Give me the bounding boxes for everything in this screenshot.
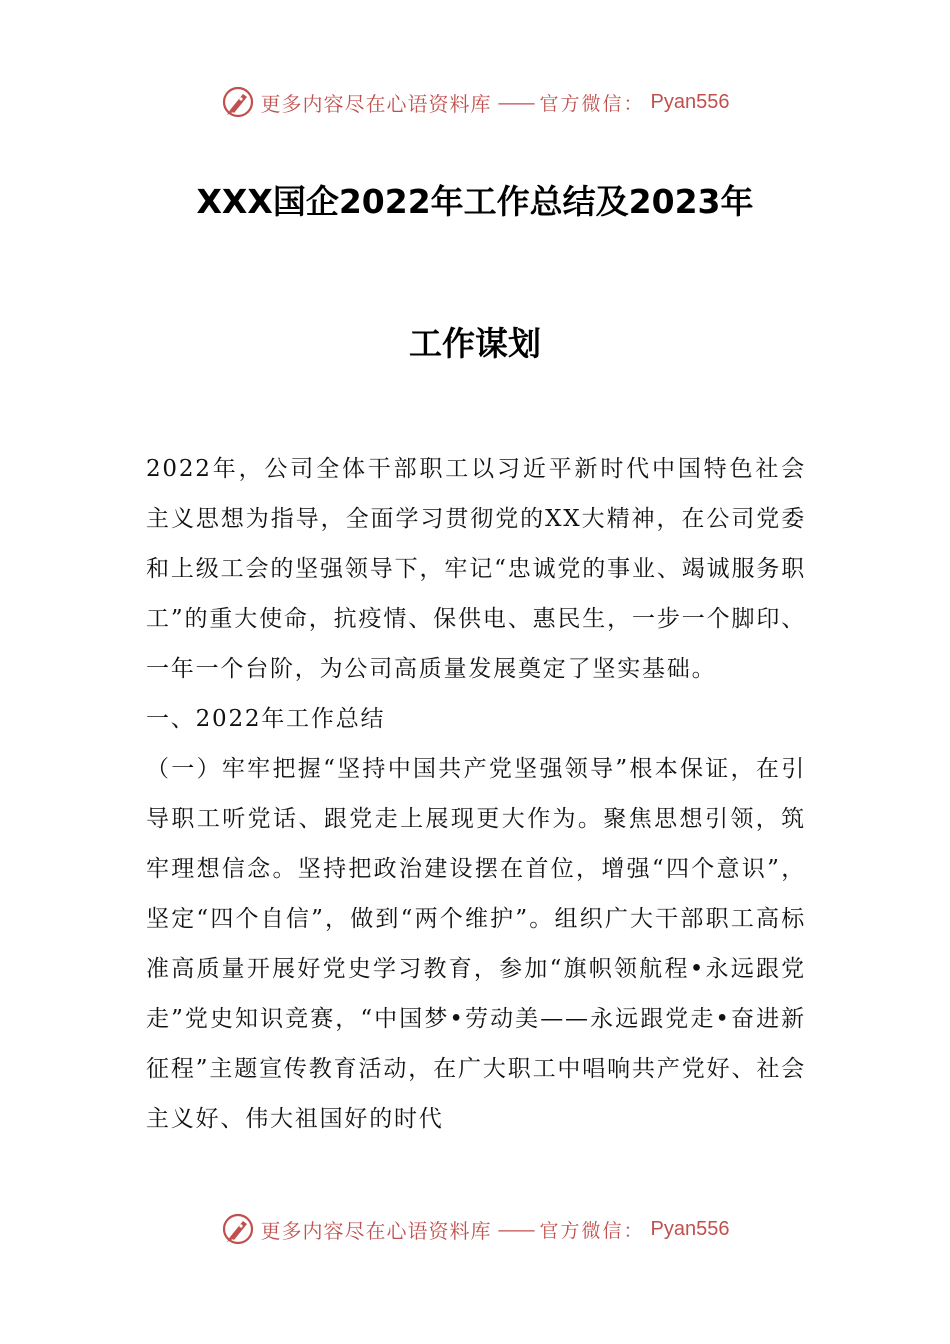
document-title-line-1: XXX国企2022年工作总结及2023年 — [196, 182, 754, 221]
section-heading-1: 一、2022年工作总结 — [146, 706, 386, 732]
pen-nib-logo-icon — [221, 85, 255, 119]
section-1-paragraph-1: （一）牢牢把握“坚持中国共产党坚强领导”根本保证，在引导职工听党话、跟党走上展现更大作为。聚焦思想引领，筑牢理想信念。坚持把政治建设摆在首位，增强“四个意识”，坚定“四个自信”，做到“两个维护”。组织广大干部职工高标准高质量开展好党史学习教育，参加“旗帜领航程•永远跟党走”党史知识竞赛，“中国梦•劳动美——永远跟党走•奋进新征程”主题宣传教育活动，在广大职工中唱响共产党好、社会主义好、伟大祖国好的时代 — [146, 756, 806, 1132]
watermark-wechat-label: 官方微信： — [539, 1219, 645, 1242]
header-watermark — [0, 82, 950, 122]
watermark-wechat-label: 官方微信： — [539, 92, 645, 115]
footer-watermark — [0, 1209, 950, 1249]
watermark-separator: —— — [497, 1217, 534, 1241]
watermark-separator: —— — [497, 90, 534, 114]
document-body — [146, 444, 806, 1144]
watermark-wechat-id: Pyan556 — [650, 1217, 730, 1240]
pen-nib-logo-icon — [221, 1212, 255, 1246]
watermark-text: 更多内容尽在心语资料库 — [260, 1218, 492, 1243]
watermark-text: 更多内容尽在心语资料库 — [260, 91, 492, 116]
document-title-line-2: 工作谋划 — [409, 324, 541, 363]
intro-paragraph: 2022年，公司全体干部职工以习近平新时代中国特色社会主义思想为指导，全面学习贯彻党的XX大精神，在公司党委和上级工会的坚强领导下，牢记“忠诚党的事业、竭诚服务职工”的重大使命，抗疫情、保供电、惠民生，一步一个脚印、一年一个台阶，为公司高质量发展奠定了坚实基础。 — [146, 456, 806, 682]
watermark-wechat-id: Pyan556 — [650, 90, 730, 113]
